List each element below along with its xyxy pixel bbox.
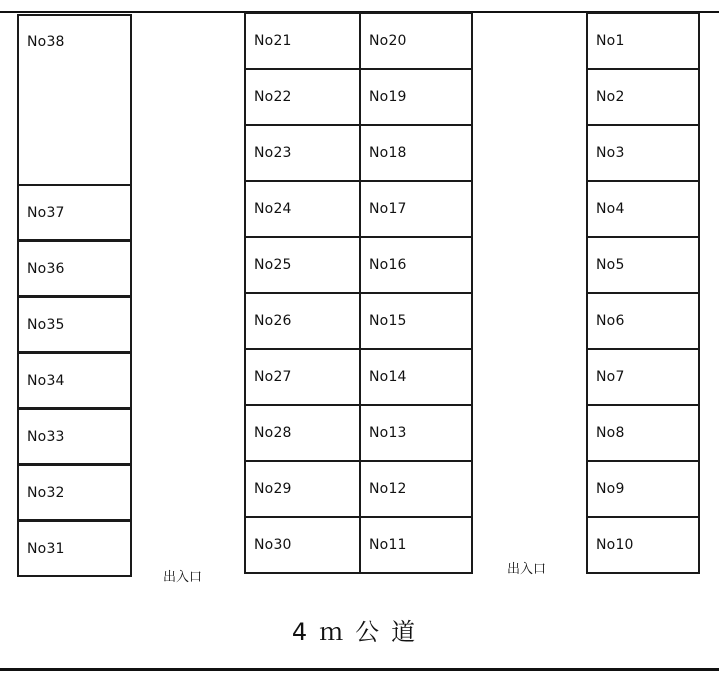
parking-space-no7	[586, 348, 700, 406]
parking-space-no15	[359, 292, 473, 350]
parking-space-label: No25	[254, 257, 292, 273]
parking-space-no27	[244, 348, 361, 406]
parking-space-no1	[586, 12, 700, 70]
parking-space-label: No12	[369, 481, 407, 497]
parking-space-label: No29	[254, 481, 292, 497]
parking-space-label: No5	[596, 257, 625, 273]
parking-space-no26	[244, 292, 361, 350]
parking-space-no5	[586, 236, 700, 294]
parking-space-label: No14	[369, 369, 407, 385]
parking-space-label: No3	[596, 145, 625, 161]
parking-space-label: No34	[27, 372, 65, 389]
parking-space-label: No33	[27, 428, 65, 445]
parking-space-label: No23	[254, 145, 292, 161]
parking-space-label: No17	[369, 201, 407, 217]
parking-space-no12	[359, 460, 473, 518]
parking-space-no19	[359, 68, 473, 126]
parking-space-no25	[244, 236, 361, 294]
parking-space-label: No4	[596, 201, 625, 217]
parking-space-label: No21	[254, 33, 292, 49]
parking-space-label: No8	[596, 425, 625, 441]
parking-space-no20	[359, 12, 473, 70]
parking-space-label: No9	[596, 481, 625, 497]
parking-space-no33	[17, 408, 132, 465]
parking-space-no9	[586, 460, 700, 518]
entrance-label-right: 出入口	[507, 562, 547, 577]
parking-space-label: No18	[369, 145, 407, 161]
parking-space-label: No27	[254, 369, 292, 385]
parking-space-label: No1	[596, 33, 625, 49]
parking-space-label: No2	[596, 89, 625, 105]
parking-space-no30	[244, 516, 361, 574]
parking-space-label: No26	[254, 313, 292, 329]
parking-space-label: No20	[369, 33, 407, 49]
parking-space-no17	[359, 180, 473, 238]
entrance-label-left: 出入口	[163, 570, 203, 585]
parking-space-label: No6	[596, 313, 625, 329]
road-label: 4ｍ公道	[291, 618, 428, 646]
parking-space-no35	[17, 296, 132, 353]
parking-space-no22	[244, 68, 361, 126]
parking-space-label: No37	[27, 204, 65, 221]
parking-space-label: No16	[369, 257, 407, 273]
parking-space-label: No24	[254, 201, 292, 217]
parking-space-no32	[17, 464, 132, 521]
parking-space-no34	[17, 352, 132, 409]
parking-space-no6	[586, 292, 700, 350]
parking-space-label: No36	[27, 260, 65, 277]
parking-space-label: No30	[254, 537, 292, 553]
parking-space-label: No31	[27, 540, 65, 557]
parking-space-no14	[359, 348, 473, 406]
parking-space-no36	[17, 240, 132, 297]
parking-space-no16	[359, 236, 473, 294]
parking-space-no10	[586, 516, 700, 574]
parking-space-label: No13	[369, 425, 407, 441]
parking-space-no4	[586, 180, 700, 238]
parking-space-label: No15	[369, 313, 407, 329]
parking-space-no29	[244, 460, 361, 518]
parking-space-label: No22	[254, 89, 292, 105]
parking-space-label: No32	[27, 484, 65, 501]
parking-space-no28	[244, 404, 361, 462]
parking-space-no13	[359, 404, 473, 462]
parking-space-label: No11	[369, 537, 407, 553]
road-boundary-line	[0, 668, 719, 671]
parking-space-no23	[244, 124, 361, 182]
parking-space-label: No35	[27, 316, 65, 333]
parking-space-label: No7	[596, 369, 625, 385]
parking-space-label: No10	[596, 537, 634, 553]
parking-space-no8	[586, 404, 700, 462]
parking-space-no11	[359, 516, 473, 574]
parking-space-no21	[244, 12, 361, 70]
parking-space-label: No28	[254, 425, 292, 441]
parking-space-no2	[586, 68, 700, 126]
parking-space-no24	[244, 180, 361, 238]
parking-space-no38	[17, 14, 132, 186]
parking-space-label: No38	[27, 34, 65, 50]
parking-space-no3	[586, 124, 700, 182]
parking-space-no31	[17, 520, 132, 577]
parking-space-no37	[17, 184, 132, 241]
parking-space-label: No19	[369, 89, 407, 105]
parking-space-no18	[359, 124, 473, 182]
